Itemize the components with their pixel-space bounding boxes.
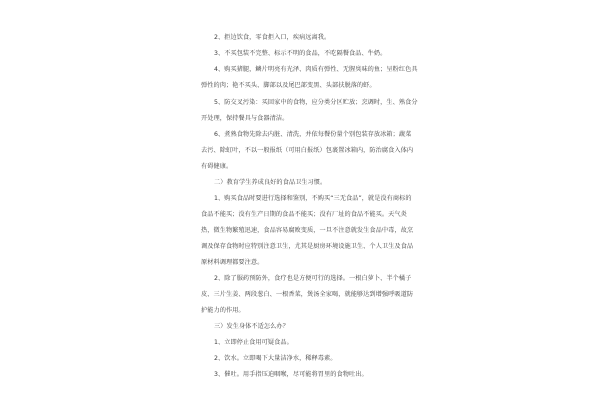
text-line: 皮、三片生姜、两段葱白、一根香菜，煲汤全家喝，就能够达到增强呼吸道防 [201,291,414,298]
text-line: 护能力的作用。 [201,307,245,314]
text-line: 去污、除虹叶，不以一般报纸（可用白报纸）包裹置冰箱内，防治腐食入体内 [201,147,414,154]
text-line: 2、饮水。立即喝下大量洁净水，稀释毒素。 [214,355,337,362]
text-line: 调及保存食物时应特别注意卫生，尤其是厨房环境设施卫生、个人卫生及食品 [201,243,414,250]
text-line: 5、防交叉污染：买回家中的食物，应分类分区贮放；烹调时，生、熟食分 [214,99,418,106]
text-line: 原材料调理都要注意。 [201,259,264,266]
section-heading: 三）发生身体不适怎么办？ [214,323,289,330]
text-line: 6、煮熟食物先除去内脏、清洗，并依每餐份量个别包装存放冰箱；蔬菜 [214,131,412,138]
text-line: 有碍健康。 [201,163,233,170]
text-line: 4、购买猪腿，鳞片明亮有光泽、肉质有弹性、无腥臭味的鱼；呈粉红色具 [214,66,418,73]
text-line: 食品不能买；没有生产日期的食品不能买；没有厂址的食品不能买。天气炎 [201,211,407,218]
text-line: 3、不买包装不完整、标示不明的食品，不吃隔餐食品、牛奶。 [214,50,387,57]
text-line: 热，微生物繁殖迅速，食品容易腐败变质，一旦不注意就发生食品中毒，故烹 [201,227,414,234]
text-line: 1、立即停止食用可疑食品。 [214,339,293,346]
section-heading: 二）教育学生养成良好的食品卫生习惯。 [214,179,327,186]
text-line: 2、除了服药预防外，食疗也是方便可行的选择。一根白萝卜、半个橘子 [214,275,412,282]
text-line: 1、购买食品时要进行选择和鉴别，不购买“三无食品”，就是没有商标的 [214,195,412,202]
text-line: 2、拒边饮食，零食拒入口，疾病远离我。 [214,34,331,41]
text-line: 3、催吐。用手指压迫咽喉，尽可能将胃里的食物吐出。 [214,371,368,378]
text-line: 弹性的肉；艳不买头、脚部以及尾巴部变黑、头部扶脱落的虾。 [201,82,376,89]
text-line: 开处理，保持餐具与食器清洁。 [201,115,289,122]
